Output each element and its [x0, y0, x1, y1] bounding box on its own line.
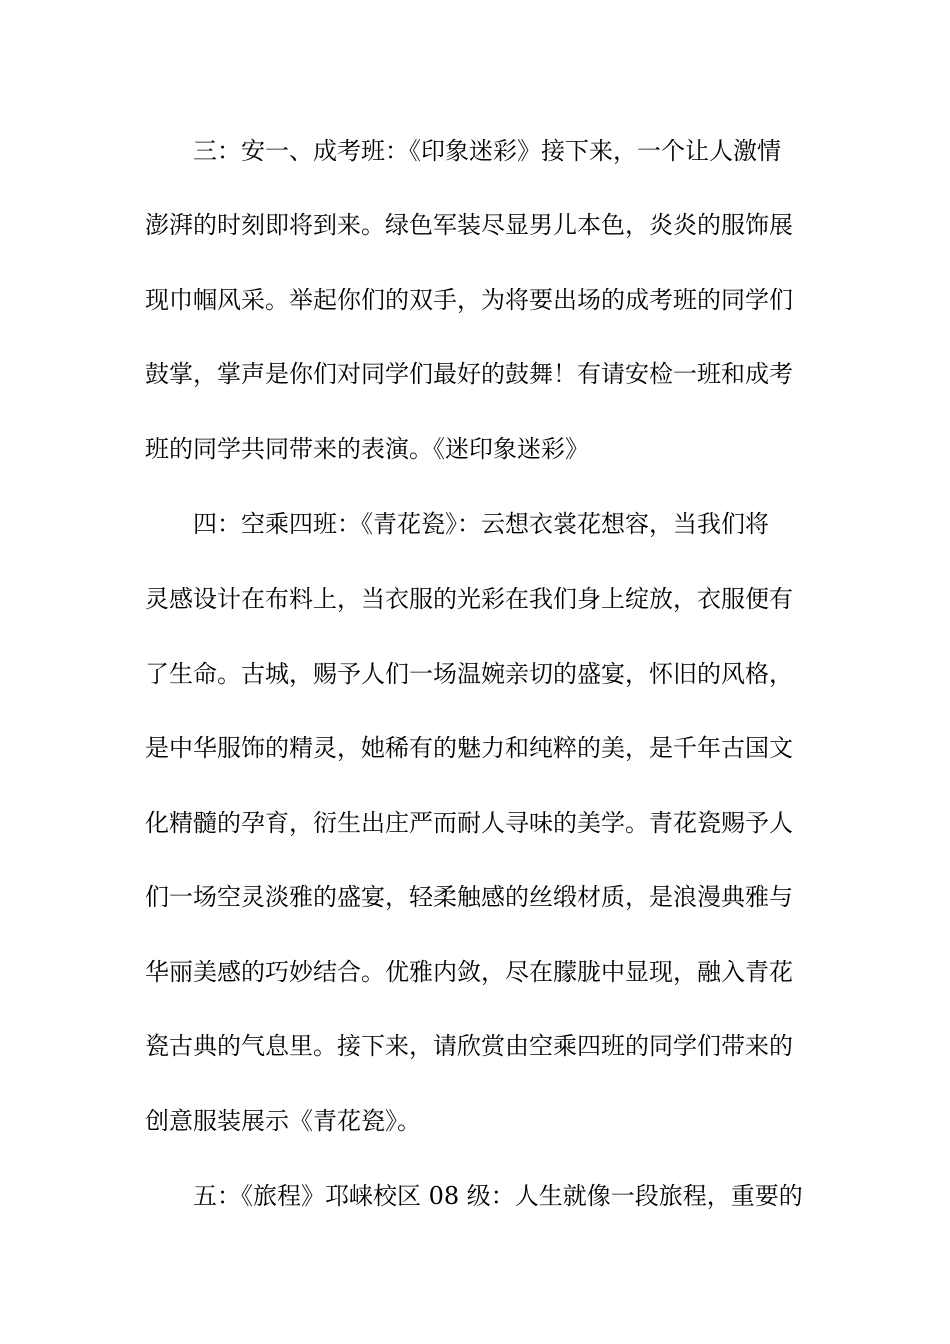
text-line: 三：安一、成考班：《印象迷彩》接下来，一个让人激情 — [193, 137, 781, 165]
text-line: 们一场空灵淡雅的盛宴，轻柔触感的丝缎材质，是浪漫典雅与 — [145, 883, 793, 911]
text-line: 鼓掌，掌声是你们对同学们最好的鼓舞！有请安检一班和成考 — [145, 360, 793, 388]
text-line: 是中华服饰的精灵，她稀有的魅力和纯粹的美，是千年古国文 — [145, 734, 793, 762]
text-line: 瓷古典的气息里。接下来，请欣赏由空乘四班的同学们带来的 — [145, 1032, 793, 1060]
text-line: 华丽美感的巧妙结合。优雅内敛，尽在朦胧中显现，融入青花 — [145, 958, 793, 986]
text-line: 班的同学共同带来的表演。《迷印象迷彩》 — [145, 435, 589, 463]
text-line: 创意服装展示《青花瓷》。 — [145, 1107, 421, 1135]
text-line: 化精髓的孕育，衍生出庄严而耐人寻味的美学。青花瓷赐予人 — [145, 809, 793, 837]
text-line: 了生命。古城，赐予人们一场温婉亲切的盛宴，怀旧的风格， — [145, 660, 793, 688]
text-line: 澎湃的时刻即将到来。绿色军装尽显男儿本色，炎炎的服饰展 — [145, 211, 793, 239]
text-line: 灵感设计在布料上，当衣服的光彩在我们身上绽放，衣服便有 — [145, 585, 793, 613]
text-line: 五：《旅程》邛崃校区 08 级：人生就像一段旅程，重要的 — [193, 1182, 803, 1210]
text-line: 现巾帼风采。举起你们的双手，为将要出场的成考班的同学们 — [145, 286, 793, 314]
text-line: 四：空乘四班：《青花瓷》：云想衣裳花想容，当我们将 — [193, 510, 769, 538]
